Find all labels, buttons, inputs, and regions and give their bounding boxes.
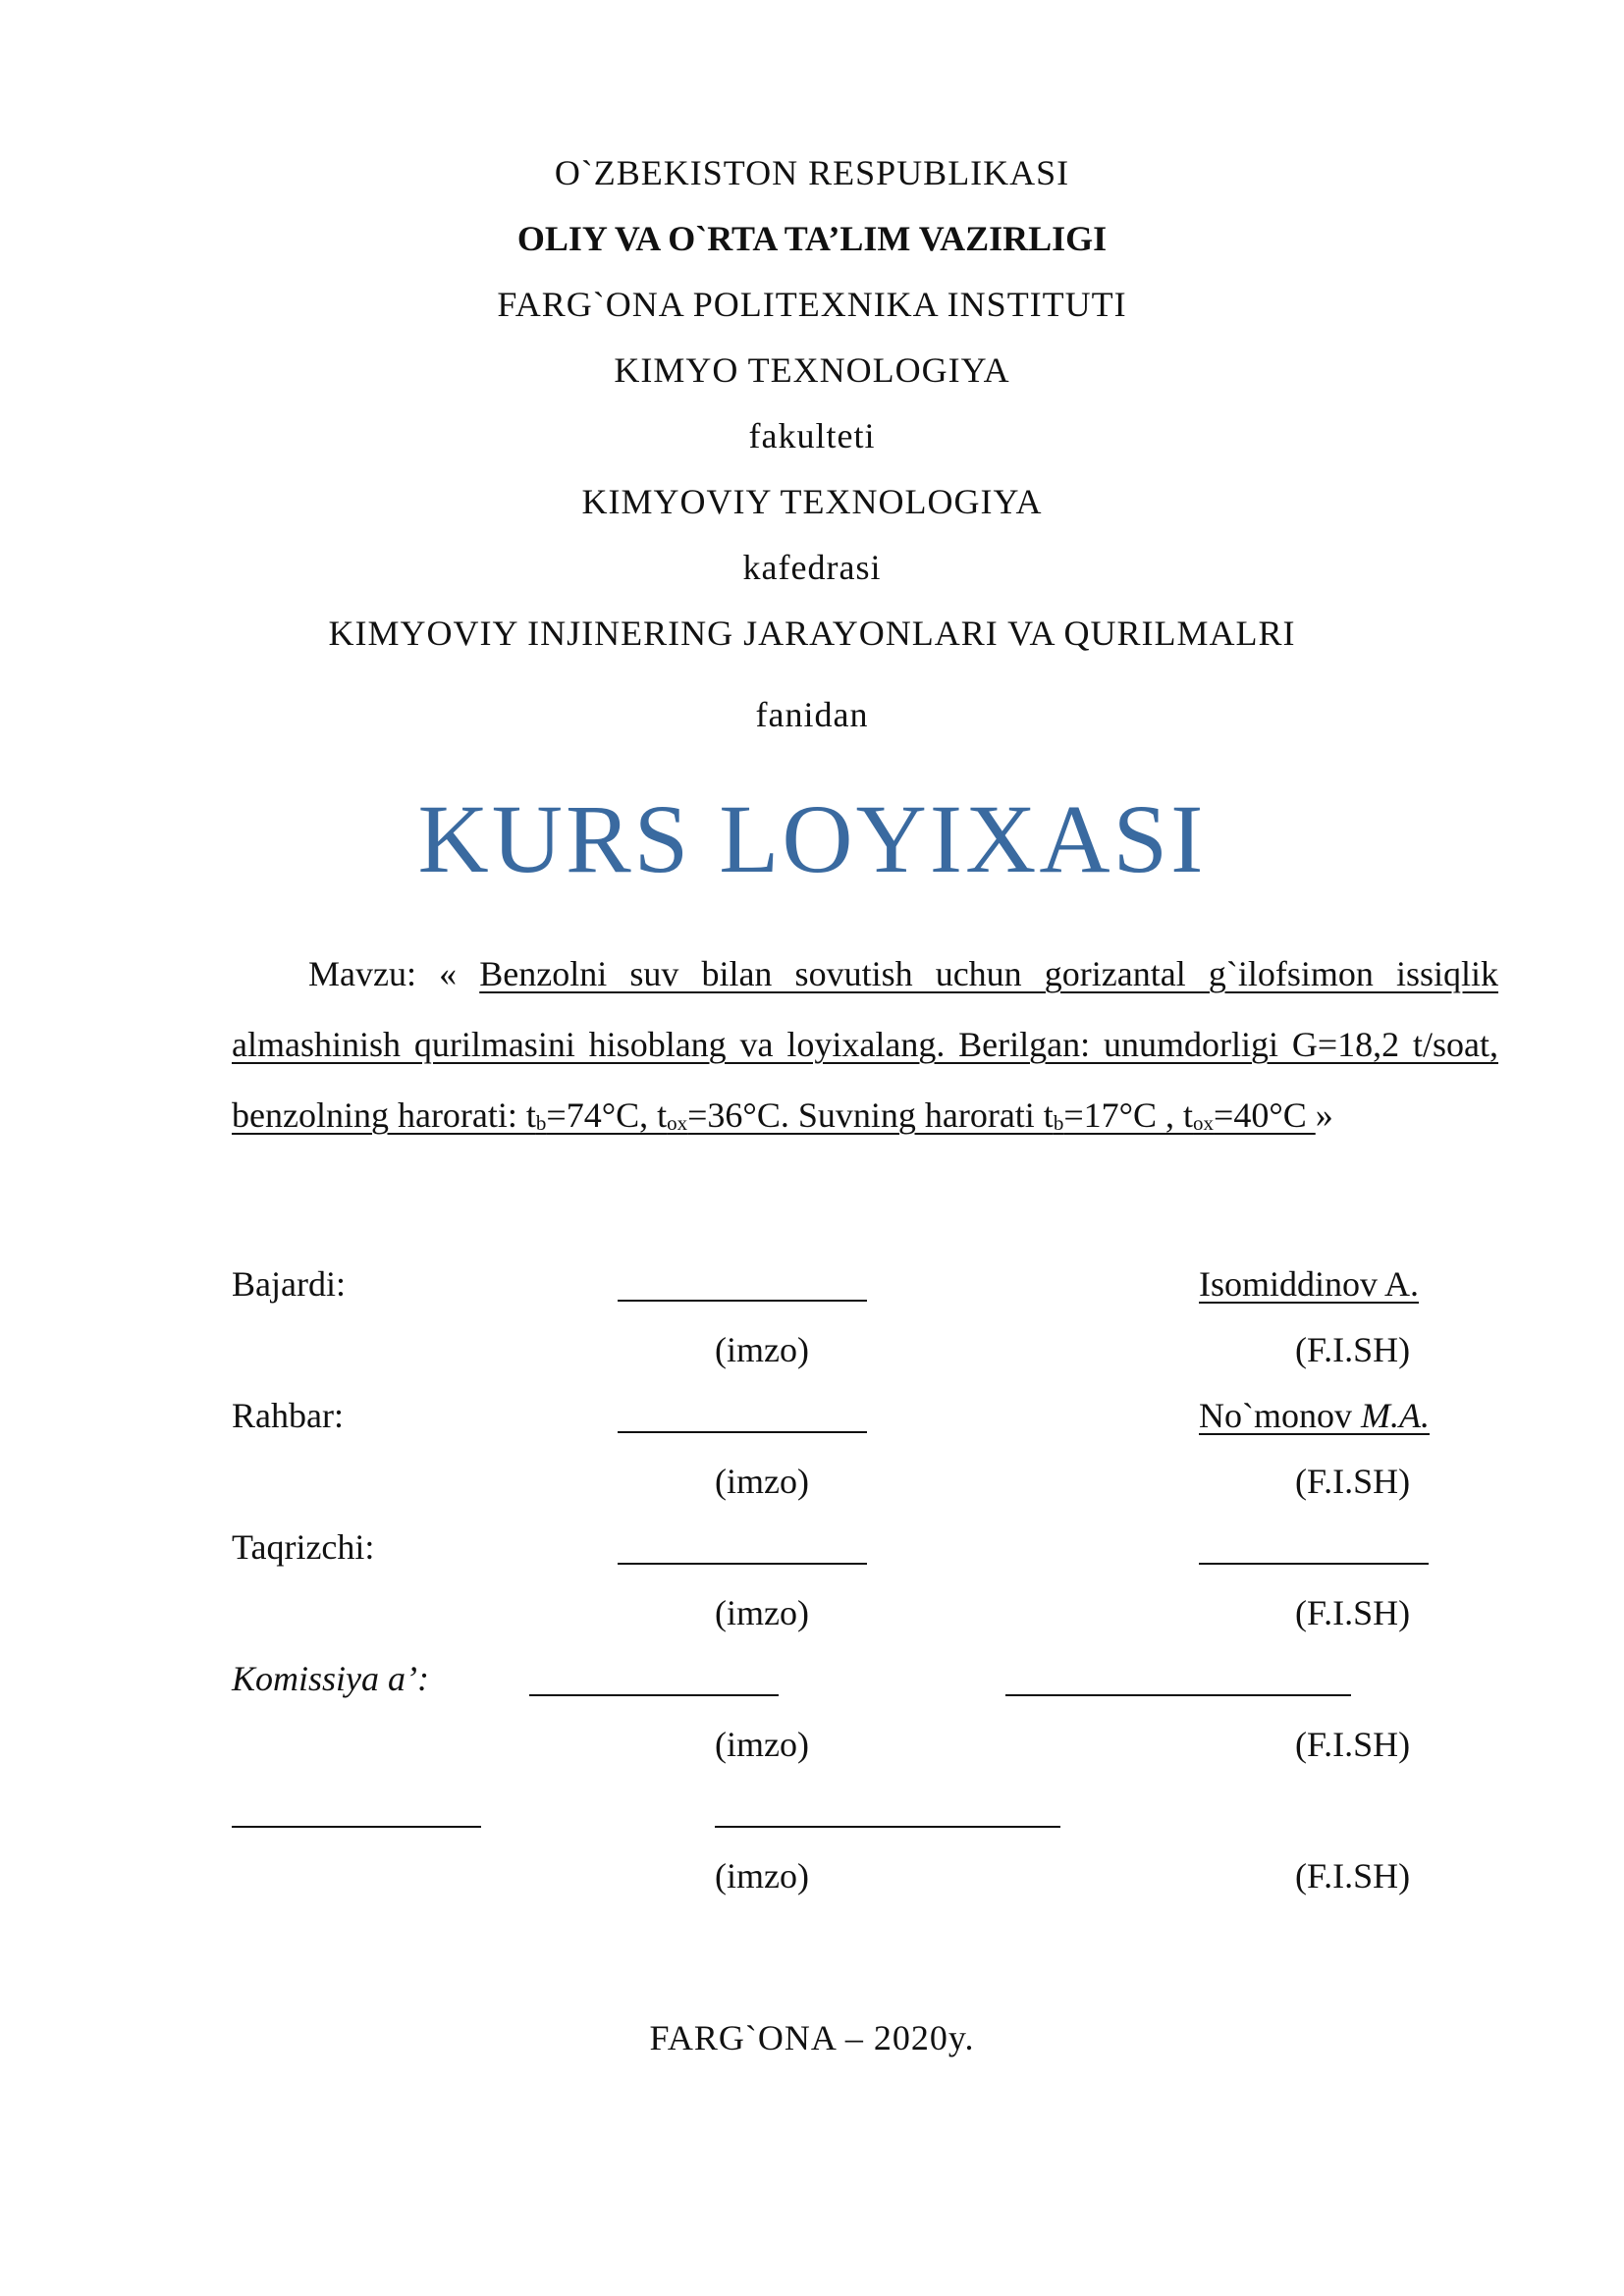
fish-caption: (F.I.SH) xyxy=(1295,1725,1411,1764)
country-line: O`ZBEKISTON RESPUBLIKASI xyxy=(554,153,1070,192)
imzo-caption: (imzo) xyxy=(715,1725,809,1764)
faculty-label: fakulteti xyxy=(748,416,876,455)
imzo-caption: (imzo) xyxy=(715,1593,809,1632)
topic-text-a: Benzolni suv bilan sovutish uchun gorizantal g`ilofsimon issiqlik almashinish qurilmasini hisoblang va loyixalang. Berilgan: unumdorligi G=18,2 t/soat, benzolning harorati: t xyxy=(232,954,1498,1135)
ministry-line: OLIY VA O`RTA TA’LIM VAZIRLIGI xyxy=(516,219,1108,258)
signature-blank xyxy=(618,1563,867,1565)
fish-caption: (F.I.SH) xyxy=(1295,1856,1411,1896)
signature-blank xyxy=(232,1826,481,1828)
footer-place-year: FARG`ONA – 2020y. xyxy=(649,2018,975,2057)
subject-name: KIMYOVIY INJINERING JARAYONLARI VA QURILMALRI xyxy=(328,614,1296,653)
topic-text-d: =17°C , t xyxy=(1063,1095,1194,1135)
subject-label: fanidan xyxy=(755,695,869,734)
topic-paragraph xyxy=(232,938,1498,1150)
department-name: KIMYOVIY TEXNOLOGIYA xyxy=(581,482,1043,521)
fish-caption: (F.I.SH) xyxy=(1295,1330,1411,1369)
subscript: b xyxy=(535,1111,547,1135)
topic-label: Mavzu: « xyxy=(308,954,480,993)
taqrizchi-label: Taqrizchi: xyxy=(232,1527,375,1567)
imzo-caption: (imzo) xyxy=(715,1856,809,1896)
subscript: b xyxy=(1053,1111,1064,1135)
department-label: kafedrasi xyxy=(742,548,882,587)
fish-caption: (F.I.SH) xyxy=(1295,1462,1411,1501)
topic-text-c: =36°C. Suvning harorati t xyxy=(687,1095,1054,1135)
topic-text-b: =74°C, t xyxy=(546,1095,668,1135)
name-blank xyxy=(1199,1563,1429,1565)
rahbar-name-a: No`monov xyxy=(1199,1396,1361,1435)
signature-blank xyxy=(529,1694,779,1696)
imzo-caption: (imzo) xyxy=(715,1462,809,1501)
signature-blank xyxy=(618,1431,867,1433)
bajardi-name: Isomiddinov A. xyxy=(1199,1264,1420,1304)
document-title: KURS LOYIXASI xyxy=(417,784,1207,893)
bajardi-label: Bajardi: xyxy=(232,1264,346,1304)
fish-caption: (F.I.SH) xyxy=(1295,1593,1411,1632)
topic-text-e: =40°C xyxy=(1214,1095,1316,1135)
topic-close: » xyxy=(1315,1095,1333,1135)
komissiya-label: Komissiya a’: xyxy=(232,1659,429,1698)
subscript: ox xyxy=(1193,1111,1215,1135)
signature-blank xyxy=(618,1300,867,1302)
name-blank xyxy=(1005,1694,1351,1696)
imzo-caption: (imzo) xyxy=(715,1330,809,1369)
faculty-name: KIMYO TEXNOLOGIYA xyxy=(614,350,1010,390)
rahbar-label: Rahbar: xyxy=(232,1396,344,1435)
subscript: ox xyxy=(667,1111,688,1135)
rahbar-name-b: M.A. xyxy=(1361,1396,1430,1435)
name-blank xyxy=(715,1826,1060,1828)
rahbar-name xyxy=(1199,1395,1430,1436)
institute-line: FARG`ONA POLITEXNIKA INSTITUTI xyxy=(497,285,1127,324)
